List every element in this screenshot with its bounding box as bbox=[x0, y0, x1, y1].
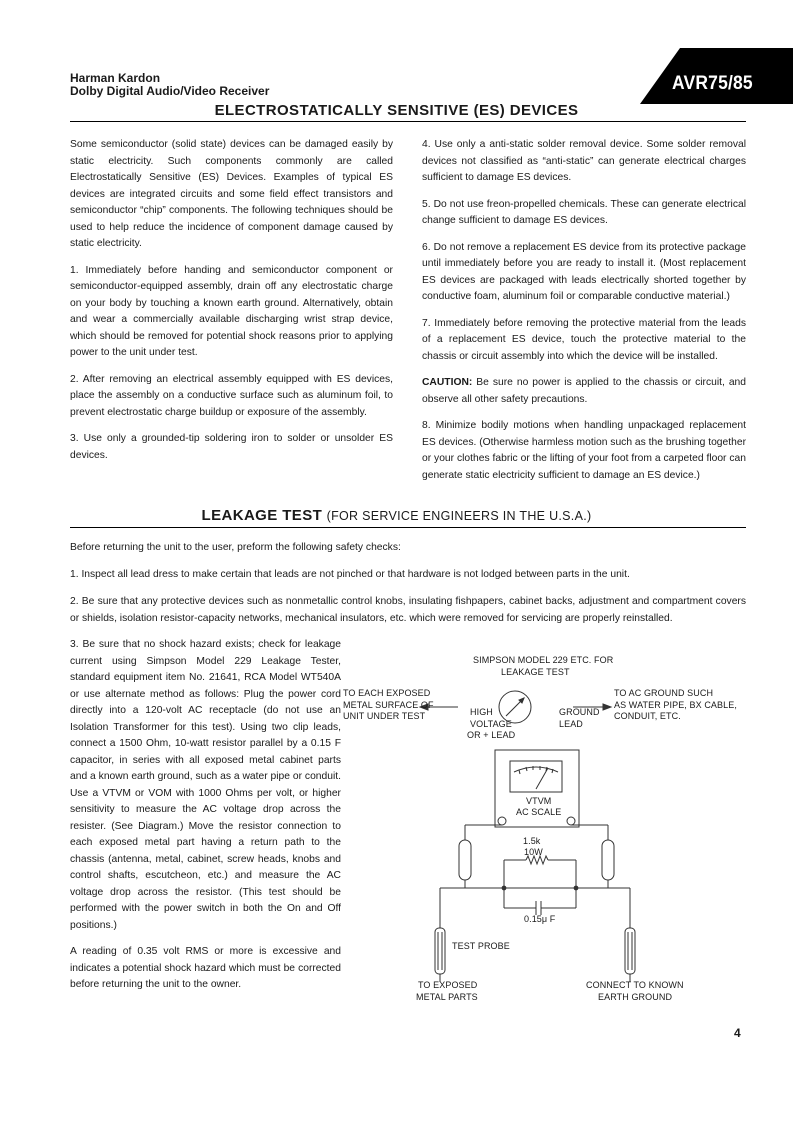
tester-label-line1: SIMPSON MODEL 229 ETC. FOR bbox=[473, 655, 614, 665]
capacitor-value: 0.15μ F bbox=[524, 914, 556, 924]
bottom-left-label-2: METAL PARTS bbox=[416, 991, 478, 1002]
junction-dot bbox=[574, 886, 579, 891]
bottom-right-label-1: CONNECT TO KNOWN bbox=[586, 980, 684, 990]
es-item-6: 6. Do not remove a replacement ES device from its protective package until immediately before you are ready to install it. (Most replacement ES devices are packaged with leads electrically shorted together by conductive foam, aluminum foil or comparable conductive material.) bbox=[422, 241, 746, 302]
junction-dot bbox=[502, 886, 507, 891]
es-item-7: 7. Immediately before removing the protective material from the leads of a replacement ES device, touch the protective material to the chassis or circuit assembly into which the device will be installed. bbox=[422, 317, 746, 362]
header-model-line: Dolby Digital Audio/Video Receiver bbox=[70, 84, 270, 98]
leakage-title-sub: (FOR SERVICE ENGINEERS IN THE U.S.A.) bbox=[326, 509, 592, 523]
page-number: 4 bbox=[734, 1026, 741, 1040]
test-probe-label: TEST PROBE bbox=[452, 941, 510, 951]
high-voltage-label-3: OR + LEAD bbox=[467, 730, 516, 740]
leakage-item-1: 1. Inspect all lead dress to make certain that leads are not pinched or that hardware is not lodged between parts in the unit. bbox=[70, 569, 630, 580]
es-item-3: 3. Use only a grounded-tip soldering iron to solder or unsolder ES devices. bbox=[70, 433, 393, 461]
caution-label: CAUTION: bbox=[422, 377, 473, 388]
header-brand: Harman Kardon bbox=[70, 71, 161, 85]
vtvm-right-terminal bbox=[567, 817, 575, 825]
es-section-title: ELECTROSTATICALLY SENSITIVE (ES) DEVICES bbox=[214, 102, 579, 119]
es-left-column bbox=[70, 137, 393, 474]
es-item-2: 2. After removing an electrical assembly equipped with ES devices, place the assembly on a conductive surface such as aluminum foil, to prevent electrostatic charge buildup or exposure of the assembly. bbox=[70, 373, 393, 418]
leakage-intro: Before returning the unit to the user, preform the following safety checks: bbox=[70, 542, 401, 553]
ground-lead-label-1: GROUND bbox=[559, 707, 600, 717]
leakage-item-2: 2. Be sure that any protective devices such as nonmetallic control knobs, insulating fishpapers, cabinet backs, adjustment and compartment covers or shields, isolation resistor-capacity networks, mechanical insulators, etc. which were removed for servicing are properly reinstalled. bbox=[70, 596, 746, 624]
right-label-line2: AS WATER PIPE, BX CABLE, bbox=[614, 699, 737, 710]
es-item-8: 8. Minimize bodily motions when handling unpackaged replacement ES devices. (Otherwise harmless motion such as the brushing together or your clothes fabric or the lifting of your foot from a carpeted floor can generate static electricity sufficient to damage an ES device.) bbox=[422, 420, 746, 481]
high-voltage-label-2: VOLTAGE bbox=[470, 718, 512, 729]
resistor-wattage: 10W bbox=[524, 847, 543, 857]
es-right-column bbox=[422, 137, 746, 494]
vtvm-tick bbox=[519, 770, 520, 774]
test-probe-right bbox=[625, 928, 635, 974]
meter-probe-right bbox=[602, 840, 614, 880]
ground-lead-label-2: LEAD bbox=[559, 718, 583, 729]
leakage-left-column bbox=[70, 637, 341, 1004]
vtvm-left-terminal bbox=[498, 817, 506, 825]
resistor-value: 1.5k bbox=[523, 836, 541, 846]
es-item-5: 5. Do not use freon-propelled chemicals. These can generate electrical change sufficient to damage ES devices. bbox=[422, 198, 746, 226]
es-item-1: 1. Immediately before handing and semiconductor component or semiconductor-equipped assembly, drain off any electrostatic charge on your body by touching a known earth ground. Alternatively, obtain and wear a commercially available discharging wrist strap device, which should be removed for potential shock reasons prior to applying power to the unit under test. bbox=[70, 264, 393, 358]
leakage-item-3: 3. Be sure that no shock hazard exists; check for leakage current using Simpson Model 229 Leakage Tester, standard equipment item No. 21641, RCA Model WT540A or use alternate method as follows: Plug the power cord directly into a 120-volt AC receptacle (do not use an Isolation Transformer for this test). Using two clip leads, connect a 1500 Ohm, 10-watt resistor parallel by a 0.15 F capacitor, in series with all exposed metal cabinet parts and a known earth ground, such as a water pipe or conduit. Use a VTVM or VOM with 1000 Ohms per volt, or higher sensitivity to measure the AC voltage drop across the resister. (See Diagram.) Move the resistor connection to each exposed metal part having a return path to the chassis (antenna, metal, cabinet, screw heads, knobs and control shafts, escutcheon, etc.) and measure the AC voltage drop across the resistor. (This test should be performed with the power switch in both the On and Off positions.) bbox=[70, 639, 341, 931]
left-label-line1: TO EACH EXPOSED bbox=[343, 688, 431, 698]
leakage-reading-note: A reading of 0.35 volt RMS or more is excessive and indicates a potential shock hazard which must be corrected before returning the unit to the owner. bbox=[70, 946, 341, 990]
left-label-line3: UNIT UNDER TEST bbox=[343, 711, 426, 721]
bottom-left-label-1: TO EXPOSED bbox=[418, 980, 478, 990]
left-label-line2: METAL SURFACE OF bbox=[343, 699, 434, 710]
tester-label-line2: LEAKAGE TEST bbox=[501, 667, 570, 677]
vtvm-scale-arc bbox=[514, 767, 558, 772]
vtvm-label: VTVM bbox=[526, 796, 552, 806]
high-voltage-label-1: HIGH bbox=[470, 707, 493, 717]
es-item-4: 4. Use only a anti-static solder removal device. Some solder removal devices not classified as “anti-static” can generate electrical charges sufficient to damage ES devices. bbox=[422, 139, 746, 183]
right-label-line3: CONDUIT, ETC. bbox=[614, 711, 681, 721]
vtvm-window bbox=[510, 761, 562, 792]
right-label-line1: TO AC GROUND SUCH bbox=[614, 688, 714, 698]
bottom-right-label-2: EARTH GROUND bbox=[598, 991, 673, 1002]
right-arrow-head bbox=[603, 704, 611, 710]
test-probe-left bbox=[435, 928, 445, 974]
meter-probe-left bbox=[459, 840, 471, 880]
leakage-title bbox=[70, 507, 723, 525]
model-badge: AVR75/85 bbox=[672, 73, 753, 94]
caution-text: Be sure no power is applied to the chassis or circuit, and observe all other safety precautions. bbox=[422, 377, 746, 405]
leakage-title-main: LEAKAGE TEST bbox=[201, 507, 323, 524]
leakage-rule bbox=[70, 527, 746, 528]
es-intro: Some semiconductor (solid state) devices can be damaged easily by static electricity. Such components commonly are called Electrostatically Sensitive (ES) Devices. Examples of typical ES devices are integrated circuits and some field effect transistors and semiconductor “chip” components. The following techniques should be used to help reduce the incidence of component damage caused by static electricity. bbox=[70, 139, 393, 249]
ac-scale-label: AC SCALE bbox=[516, 807, 562, 817]
title-rule bbox=[70, 121, 746, 122]
vtvm-needle bbox=[536, 768, 548, 789]
es-caution bbox=[422, 375, 746, 408]
